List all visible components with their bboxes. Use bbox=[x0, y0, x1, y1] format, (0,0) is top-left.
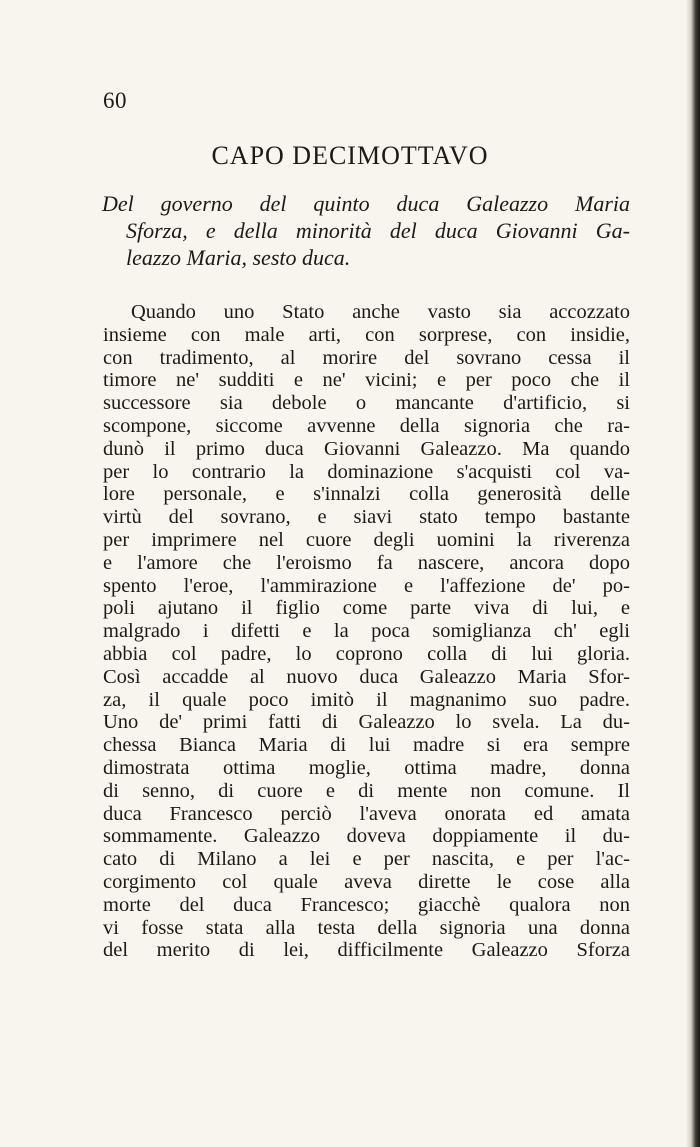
subtitle-line: Sforza, e della minorità del duca Giovanni Ga- bbox=[126, 218, 630, 243]
body-line: corgimento col quale aveva dirette le cose alla bbox=[103, 870, 630, 893]
body-line: successore sia debole o mancante d'artificio, si bbox=[103, 392, 630, 415]
body-line: e l'amore che l'eroismo fa nascere, ancora dopo bbox=[103, 551, 630, 574]
body-line: di senno, di cuore e di mente non comune. Il bbox=[103, 779, 630, 802]
subtitle-line: leazzo Maria, sesto duca. bbox=[126, 245, 351, 270]
body-line: con tradimento, al morire del sovrano cessa il bbox=[103, 346, 630, 369]
body-line: per lo contrario la dominazione s'acquisti col va- bbox=[103, 460, 630, 483]
body-line: abbia col padre, lo coprono colla di lui gloria. bbox=[103, 642, 630, 665]
body-line: vi fosse stata alla testa della signoria una donna bbox=[103, 916, 630, 939]
chapter-subtitle bbox=[102, 190, 630, 271]
chapter-title: CAPO DECIMOTTAVO bbox=[211, 141, 489, 170]
body-line: spento l'eroe, l'ammirazione e l'affezione de' po- bbox=[103, 574, 630, 597]
body-line: dunò il primo duca Giovanni Galeazzo. Ma quando bbox=[103, 437, 630, 460]
body-line: morte del duca Francesco; giacchè qualora non bbox=[103, 893, 630, 916]
body-line: per imprimere nel cuore degli uomini la riverenza bbox=[103, 528, 630, 551]
body-line: poli ajutano il figlio come parte viva di lui, e bbox=[103, 597, 630, 620]
body-line: sommamente. Galeazzo doveva doppiamente il du- bbox=[103, 825, 630, 848]
body-line: malgrado i difetti e la poca somiglianza ch' egli bbox=[103, 620, 630, 643]
body-line: za, il quale poco imitò il magnanimo suo padre. bbox=[103, 688, 630, 711]
body-line: lore personale, e s'innalzi colla generosità delle bbox=[103, 483, 630, 506]
body-line: dimostrata ottima moglie, ottima madre, donna bbox=[103, 756, 630, 779]
body-line: timore ne' sudditi e ne' vicini; e per poco che il bbox=[103, 369, 630, 392]
body-text bbox=[103, 301, 630, 962]
body-line: insieme con male arti, con sorprese, con insidie, bbox=[103, 323, 630, 346]
body-line: del merito di lei, difficilmente Galeazzo Sforza bbox=[103, 939, 630, 962]
page-edge-shadow bbox=[686, 0, 700, 1147]
body-line: chessa Bianca Maria di lui madre si era sempre bbox=[103, 734, 630, 757]
body-line: virtù del sovrano, e siavi stato tempo bastante bbox=[103, 506, 630, 529]
body-line: Quando uno Stato anche vasto sia accozzato bbox=[131, 301, 630, 323]
body-line: Uno de' primi fatti di Galeazzo lo svela. La du- bbox=[103, 711, 630, 734]
body-line: duca Francesco perciò l'aveva onorata ed amata bbox=[103, 802, 630, 825]
body-line: cato di Milano a lei e per nascita, e per l'ac- bbox=[103, 848, 630, 871]
body-line: scompone, siccome avvenne della signoria che ra- bbox=[103, 414, 630, 437]
page-number: 60 bbox=[103, 88, 127, 113]
subtitle-line: Del governo del quinto duca Galeazzo Maria bbox=[102, 191, 630, 216]
body-line: Così accadde al nuovo duca Galeazzo Maria Sfor- bbox=[103, 665, 630, 688]
